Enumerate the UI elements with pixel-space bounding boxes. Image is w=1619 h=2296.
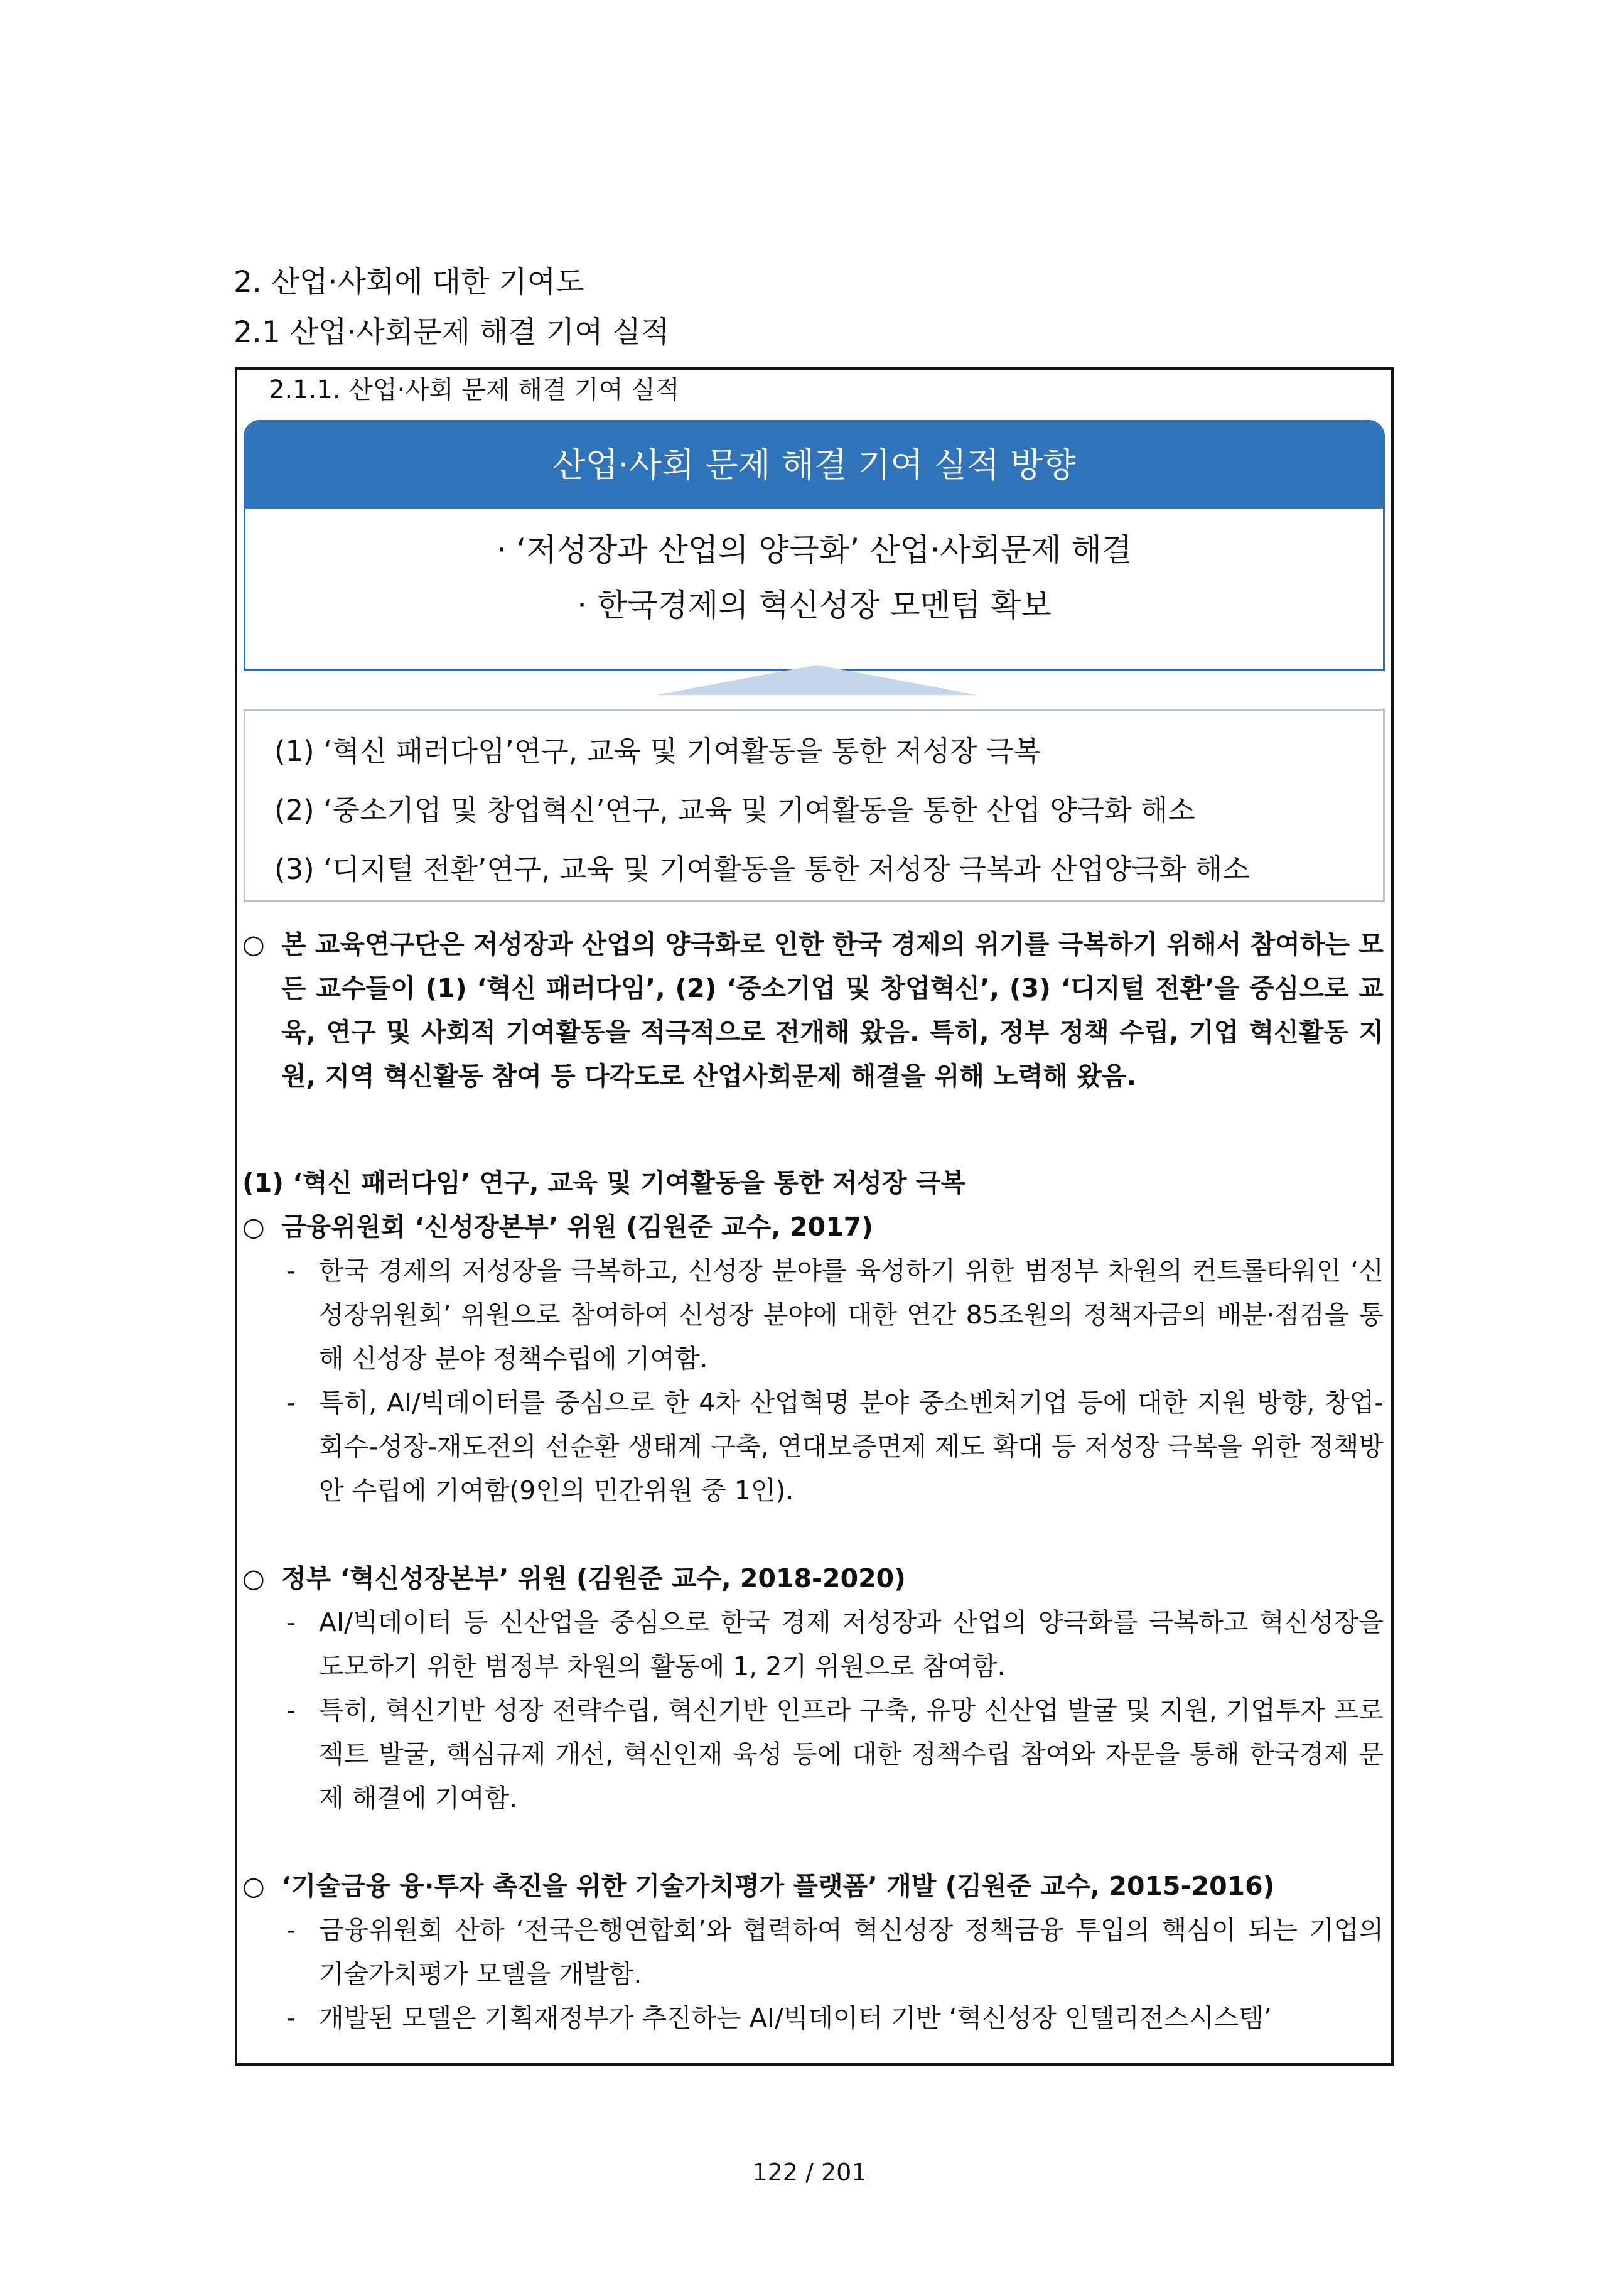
content-frame bbox=[235, 367, 1394, 2066]
detail-text: 금융위원회 산하 ‘전국은행연합회’와 협력하여 혁신성장 정책금융 투입의 핵심이 되는 기업의 기술가치평가 모델을 개발함. bbox=[319, 1915, 1384, 1989]
item-title-row bbox=[237, 1864, 1391, 1908]
strategy-points-box bbox=[244, 709, 1385, 902]
detail-text: 특히, AI/빅데이터를 중심으로 한 4차 산업혁명 분야 중소벤처기업 등에 대한 지원 방향, 창업-회수-성장-재도전의 선순환 생태계 구축, 연대보증면제 제도 확대 등 저성장 극복을 위한 정책방안 수립에 기여함(9인의 민간위원 중 1인). bbox=[319, 1388, 1384, 1506]
banner-title: 산업·사회 문제 해결 기여 실적 방향 bbox=[245, 422, 1383, 509]
circle-bullet-icon: ○ bbox=[242, 1563, 265, 1593]
page-number: 122 / 201 bbox=[752, 2159, 867, 2186]
banner-item: · 한국경제의 혁신성장 모멘텀 확보 bbox=[577, 587, 1052, 623]
detail-row bbox=[286, 1996, 1391, 2040]
circle-bullet-icon: ○ bbox=[242, 1212, 265, 1242]
dash-marker: - bbox=[286, 1915, 296, 1945]
item-title: 금융위원회 ‘신성장본부’ 위원 (김원준 교수, 2017) bbox=[281, 1212, 873, 1242]
banner-body bbox=[245, 509, 1383, 633]
item-title: 정부 ‘혁신성장본부’ 위원 (김원준 교수, 2018-2020) bbox=[281, 1563, 906, 1593]
dash-marker: - bbox=[286, 1607, 296, 1637]
section1-block bbox=[237, 1161, 1391, 2040]
detail-row bbox=[286, 1381, 1391, 1512]
item-title-row bbox=[237, 1556, 1391, 1600]
detail-text: AI/빅데이터 등 신산업을 중심으로 한국 경제 저성장과 산업의 양극화를 극복하고 혁신성장을 도모하기 위한 범정부 차원의 활동에 1, 2기 위원으로 참여함. bbox=[319, 1607, 1384, 1681]
detail-row bbox=[286, 1688, 1391, 1820]
item-title: ‘기술금융 융·투자 촉진을 위한 기술가치평가 플랫폼’ 개발 (김원준 교수, 2015-2016) bbox=[281, 1871, 1275, 1901]
strategy-point: (1) ‘혁신 패러다임’연구, 교육 및 기여활동을 통한 저성장 극복 bbox=[274, 735, 1041, 768]
strategy-point: (3) ‘디지털 전환’연구, 교육 및 기여활동을 통한 저성장 극복과 산업양극화 해소 bbox=[274, 853, 1250, 886]
item-title-row bbox=[237, 1205, 1391, 1249]
detail-row bbox=[286, 1249, 1391, 1381]
detail-text: 한국 경제의 저성장을 극복하고, 신성장 분야를 육성하기 위한 범정부 차원의 컨트롤타워인 ‘신성장위원회’ 위원으로 참여하여 신성장 분야에 대한 연간 85조원의 정책자금의 배분·점검을 통해 신성장 분야 정책수립에 기여함. bbox=[319, 1256, 1384, 1374]
strategy-point: (2) ‘중소기업 및 창업혁신’연구, 교육 및 기여활동을 통한 산업 양극화 해소 bbox=[274, 794, 1195, 827]
sub-subsection-heading: 2.1.1. 산업·사회 문제 해결 기여 실적 bbox=[269, 375, 680, 404]
subsection-heading: 2.1 산업·사회문제 해결 기여 실적 bbox=[234, 315, 670, 350]
circle-bullet-icon: ○ bbox=[242, 929, 265, 959]
section-heading: 2. 산업·사회에 대한 기여도 bbox=[234, 265, 584, 299]
banner-item: · ‘저성장과 산업의 양극화’ 산업·사회문제 해결 bbox=[496, 532, 1132, 568]
intro-block bbox=[237, 922, 1391, 1098]
detail-row bbox=[286, 1908, 1391, 1996]
circle-bullet-icon: ○ bbox=[242, 1871, 265, 1901]
section1-title: (1) ‘혁신 패러다임’ 연구, 교육 및 기여활동을 통한 저성장 극복 bbox=[242, 1168, 966, 1198]
intro-paragraph bbox=[237, 922, 1391, 1098]
dash-marker: - bbox=[286, 1388, 296, 1418]
direction-banner bbox=[244, 420, 1385, 671]
up-arrow-icon bbox=[656, 665, 977, 695]
dash-marker: - bbox=[286, 2003, 296, 2033]
detail-text: 특히, 혁신기반 성장 전략수립, 혁신기반 인프라 구축, 유망 신산업 발굴 및 지원, 기업투자 프로젝트 발굴, 핵심규제 개선, 혁신인재 육성 등에 대한 정책수립 참여와 자문을 통해 한국경제 문제 해결에 기여함. bbox=[319, 1695, 1384, 1813]
detail-text: 개발된 모델은 기획재정부가 추진하는 AI/빅데이터 기반 ‘혁신성장 인텔리전스시스템’ bbox=[319, 2003, 1272, 2033]
dash-marker: - bbox=[286, 1256, 296, 1286]
intro-text: 본 교육연구단은 저성장과 산업의 양극화로 인한 한국 경제의 위기를 극복하기 위해서 참여하는 모든 교수들이 (1) ‘혁신 패러다임’, (2) ‘중소기업 및 창업혁신’, (3) ‘디지털 전환’을 중심으로 교육, 연구 및 사회적 기여활동을 적극적으로 전개해 왔음. 특히, 정부 정책 수립, 기업 혁신활동 지원, 지역 혁신활동 참여 등 다각도로 산업사회문제 해결을 위해 노력해 왔음. bbox=[281, 929, 1384, 1091]
detail-row bbox=[286, 1600, 1391, 1688]
dash-marker: - bbox=[286, 1695, 296, 1725]
